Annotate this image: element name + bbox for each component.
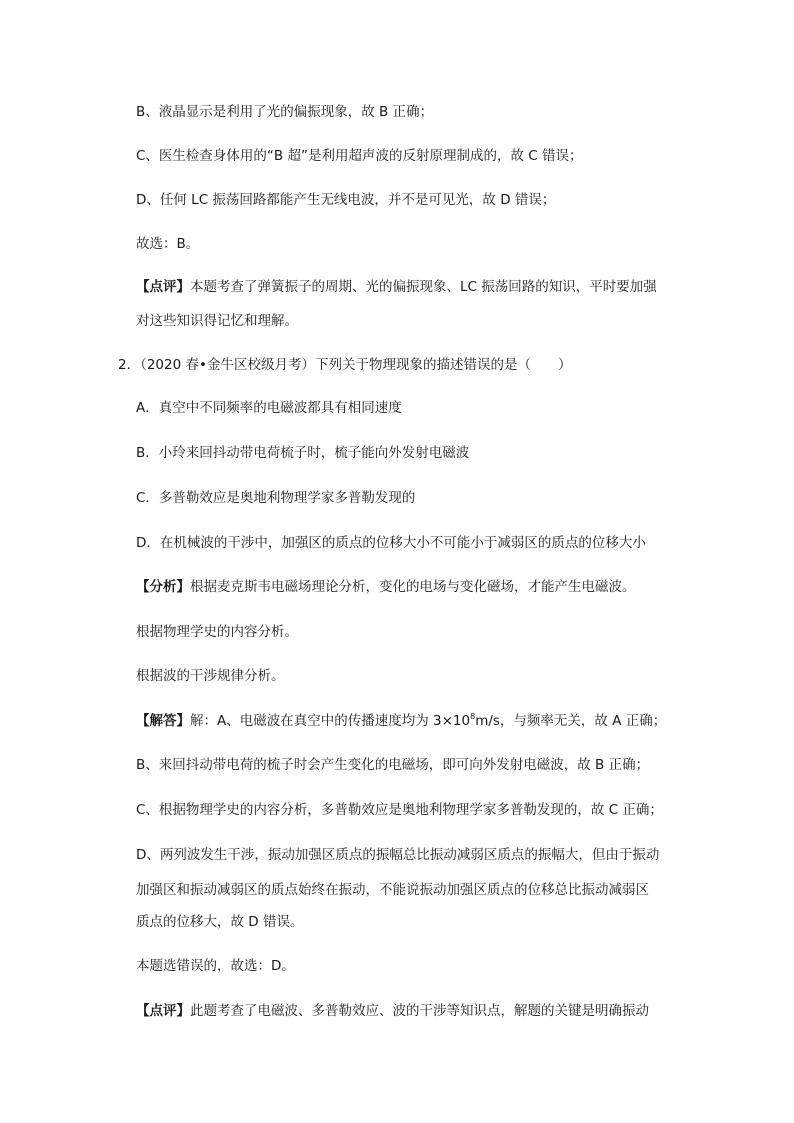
solution-line-a	[136, 711, 666, 731]
review-line-1	[136, 277, 657, 297]
review-tag-2: 【点评】	[136, 1003, 190, 1019]
question-text: 下列关于物理现象的描述错误的是（ ）	[314, 357, 572, 373]
option-d: D．在机械波的干涉中，加强区的质点的位移大小不可能小于减弱区的质点的位移大小	[136, 535, 646, 551]
option-c: C．多普勒效应是奥地利物理学家多普勒发现的	[136, 490, 416, 506]
question-number: 2．	[118, 357, 141, 373]
exponent: 8	[470, 712, 476, 721]
analysis-line-3: 根据波的干涉规律分析。	[136, 668, 285, 684]
solution-line-d2: 加强区和振动减弱区的质点始终在振动，不能说振动加强区质点的位移总比振动减弱区	[136, 882, 649, 898]
solution-line-d3: 质点的位移大，故 D 错误。	[136, 914, 304, 930]
solution-line-c2: C、根据物理学史的内容分析，多普勒效应是奥地利物理学家多普勒发现的，故 C 正确；	[136, 802, 663, 818]
review-line	[136, 1001, 649, 1021]
solution-a-suffix: m/s，与频率无关，故 A 正确；	[475, 713, 667, 729]
answer-line: 故选：B。	[136, 236, 200, 252]
analysis-text: 根据麦克斯韦电磁场理论分析，变化的电场与变化磁场，才能产生电磁波。	[190, 579, 636, 595]
solution-tag: 【解答】	[136, 713, 190, 729]
solution-line-d1: D、两列波发生干涉，振动加强区质点的振幅总比振动减弱区质点的振幅大，但由于振动	[136, 847, 660, 863]
analysis-line-1	[136, 577, 636, 597]
review-tag: 【点评】	[136, 279, 190, 295]
review-line-2: 对这些知识得记忆和理解。	[136, 313, 298, 329]
review-text: 本题考查了弹簧振子的周期、光的偏振现象、LC 振荡回路的知识，平时要加强	[190, 279, 657, 295]
analysis-line-2: 根据物理学史的内容分析。	[136, 624, 298, 640]
solution-line-b2: B、来回抖动带电荷的梳子时会产生变化的电磁场，即可向外发射电磁波，故 B 正确；	[136, 757, 650, 773]
analysis-tag: 【分析】	[136, 579, 190, 595]
review-text-2: 此题考查了电磁波、多普勒效应、波的干涉等知识点，解题的关键是明确振动	[190, 1003, 649, 1019]
question-stem	[118, 355, 571, 375]
solution-line-b: B、液晶显示是利用了光的偏振现象，故 B 正确；	[136, 104, 434, 120]
question-source: （2020 春•金牛区校级月考）	[140, 357, 315, 373]
solution-line-d: D、任何 LC 振荡回路都能产生无线电波，并不是可见光，故 D 错误；	[136, 192, 556, 208]
solution-a-prefix: 解：A、电磁波在真空中的传播速度均为 3×10	[190, 713, 471, 729]
solution-line-c: C、医生检查身体用的“B 超”是利用超声波的反射原理制成的，故 C 错误；	[136, 148, 583, 164]
option-b: B．小玲来回抖动带电荷梳子时，梳子能向外发射电磁波	[136, 445, 470, 461]
option-a: A．真空中不同频率的电磁波都具有相同速度	[136, 400, 402, 416]
solution-answer: 本题选错误的，故选：D。	[136, 958, 295, 974]
